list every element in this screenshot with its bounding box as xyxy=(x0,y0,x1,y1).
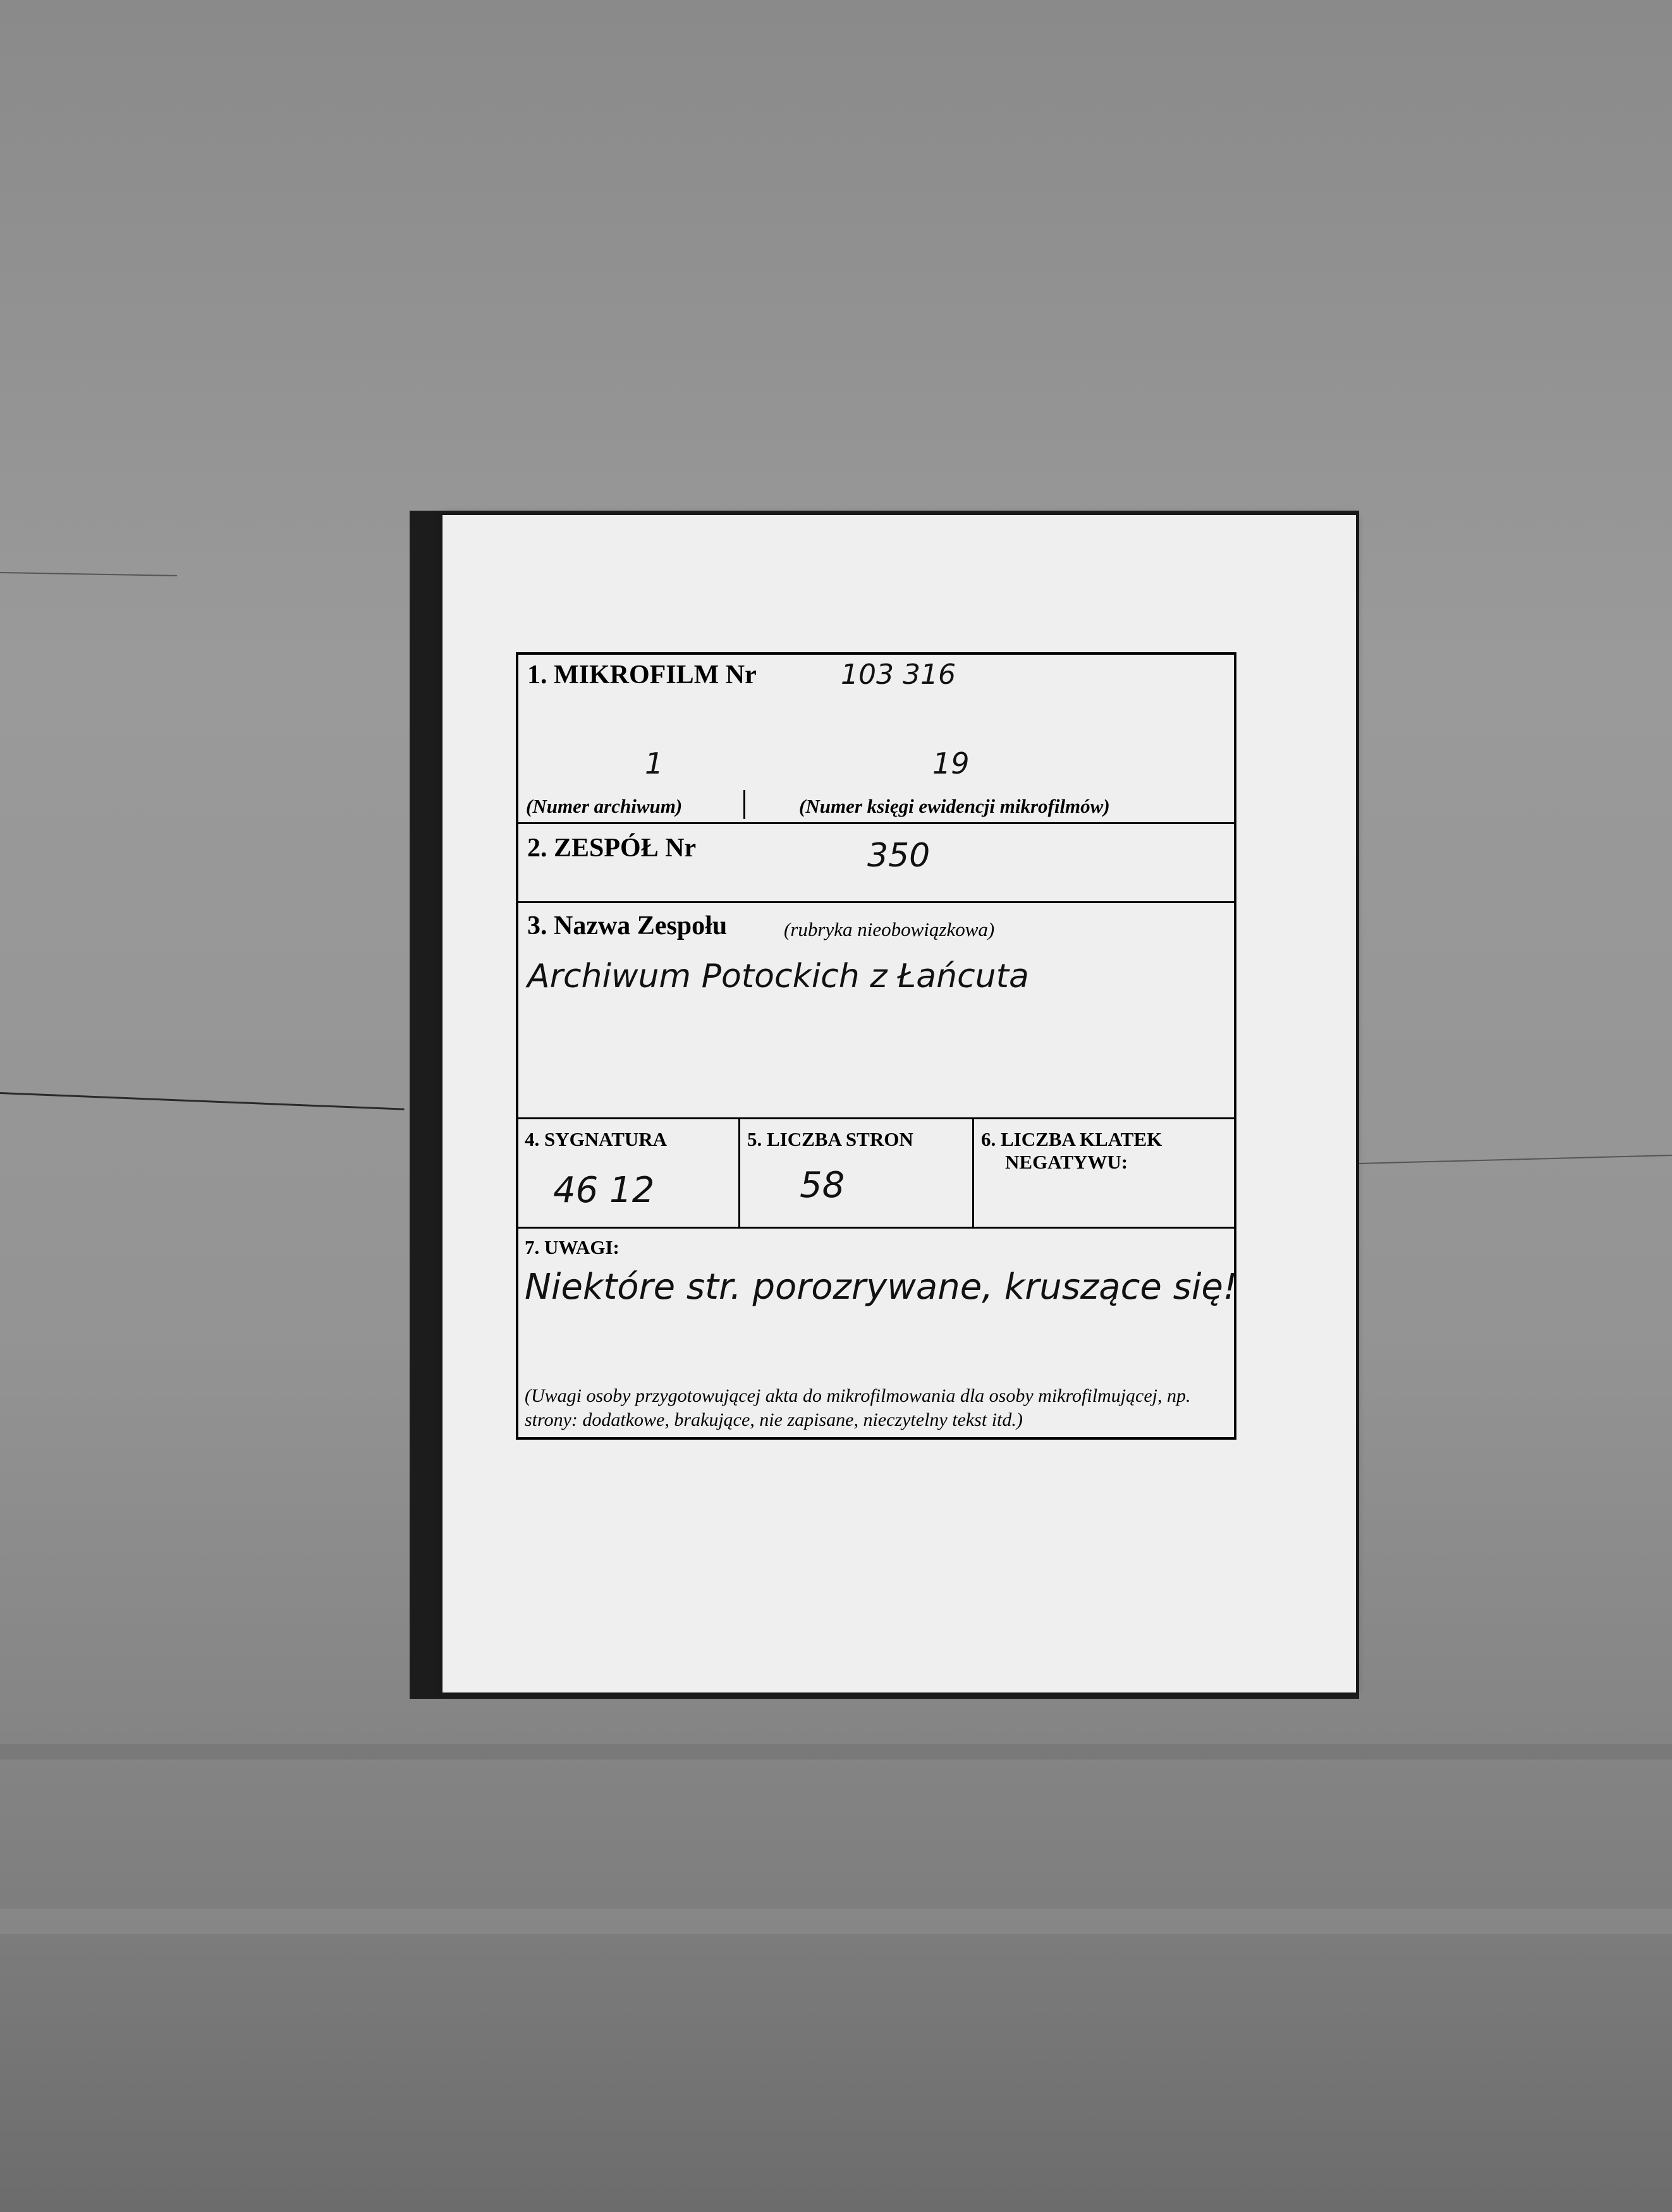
nazwa-zespolu-value: Archiwum Potockich z Łańcuta xyxy=(527,957,1029,995)
nazwa-zespolu-label: 3. Nazwa Zespołu xyxy=(527,911,728,940)
microfilm-card xyxy=(442,515,1356,1692)
section-uwagi xyxy=(518,1229,1238,1437)
background-crack xyxy=(0,1092,404,1110)
microfilm-form xyxy=(516,652,1236,1440)
section-nazwa-zespolu xyxy=(518,903,1234,1119)
column-divider xyxy=(738,1119,740,1227)
background-band xyxy=(0,1744,1672,1759)
section-counts xyxy=(518,1119,1234,1229)
microfilm-label: 1. MIKROFILM Nr xyxy=(527,660,757,690)
negatywu-label: NEGATYWU: xyxy=(1005,1151,1128,1173)
zespol-label: 2. ZESPÓŁ Nr xyxy=(527,834,697,863)
nazwa-zespolu-hint: (rubryka nieobowiązkowa) xyxy=(784,918,995,940)
background-crack xyxy=(1359,1155,1672,1164)
zespol-number: 350 xyxy=(867,837,931,875)
uwagi-value: Niektóre str. porozrywane, kruszące się! xyxy=(525,1267,1238,1308)
liczba-stron-label: 5. LICZBA STRON xyxy=(747,1128,913,1150)
liczba-klatek-label: 6. LICZBA KLATEK xyxy=(981,1128,1162,1150)
section-microfilm xyxy=(518,655,1234,824)
column-divider xyxy=(972,1119,974,1227)
section-zespol xyxy=(518,824,1234,903)
liczba-stron-value: 58 xyxy=(800,1165,845,1206)
ledger-number-caption: (Numer księgi ewidencji mikrofilmów) xyxy=(799,795,1110,817)
uwagi-note: (Uwagi osoby przygotowującej akta do mikrofilmowania dla osoby mikrofilmującej, np. strony: dodatkowe, brakujące, nie zapisane, nieczytelny tekst itd.) xyxy=(525,1385,1191,1430)
uwagi-label: 7. UWAGI: xyxy=(525,1236,619,1258)
background-band xyxy=(0,1909,1672,1934)
sygnatura-value: 46 12 xyxy=(553,1170,655,1211)
archive-number-caption: (Numer archiwum) xyxy=(526,795,683,817)
ledger-number: 19 xyxy=(932,746,970,781)
sygnatura-label: 4. SYGNATURA xyxy=(525,1128,668,1150)
microfilm-number: 103 316 xyxy=(841,659,956,691)
caption-divider xyxy=(743,790,745,819)
archive-number: 1 xyxy=(645,746,664,781)
background-crack xyxy=(0,572,177,576)
